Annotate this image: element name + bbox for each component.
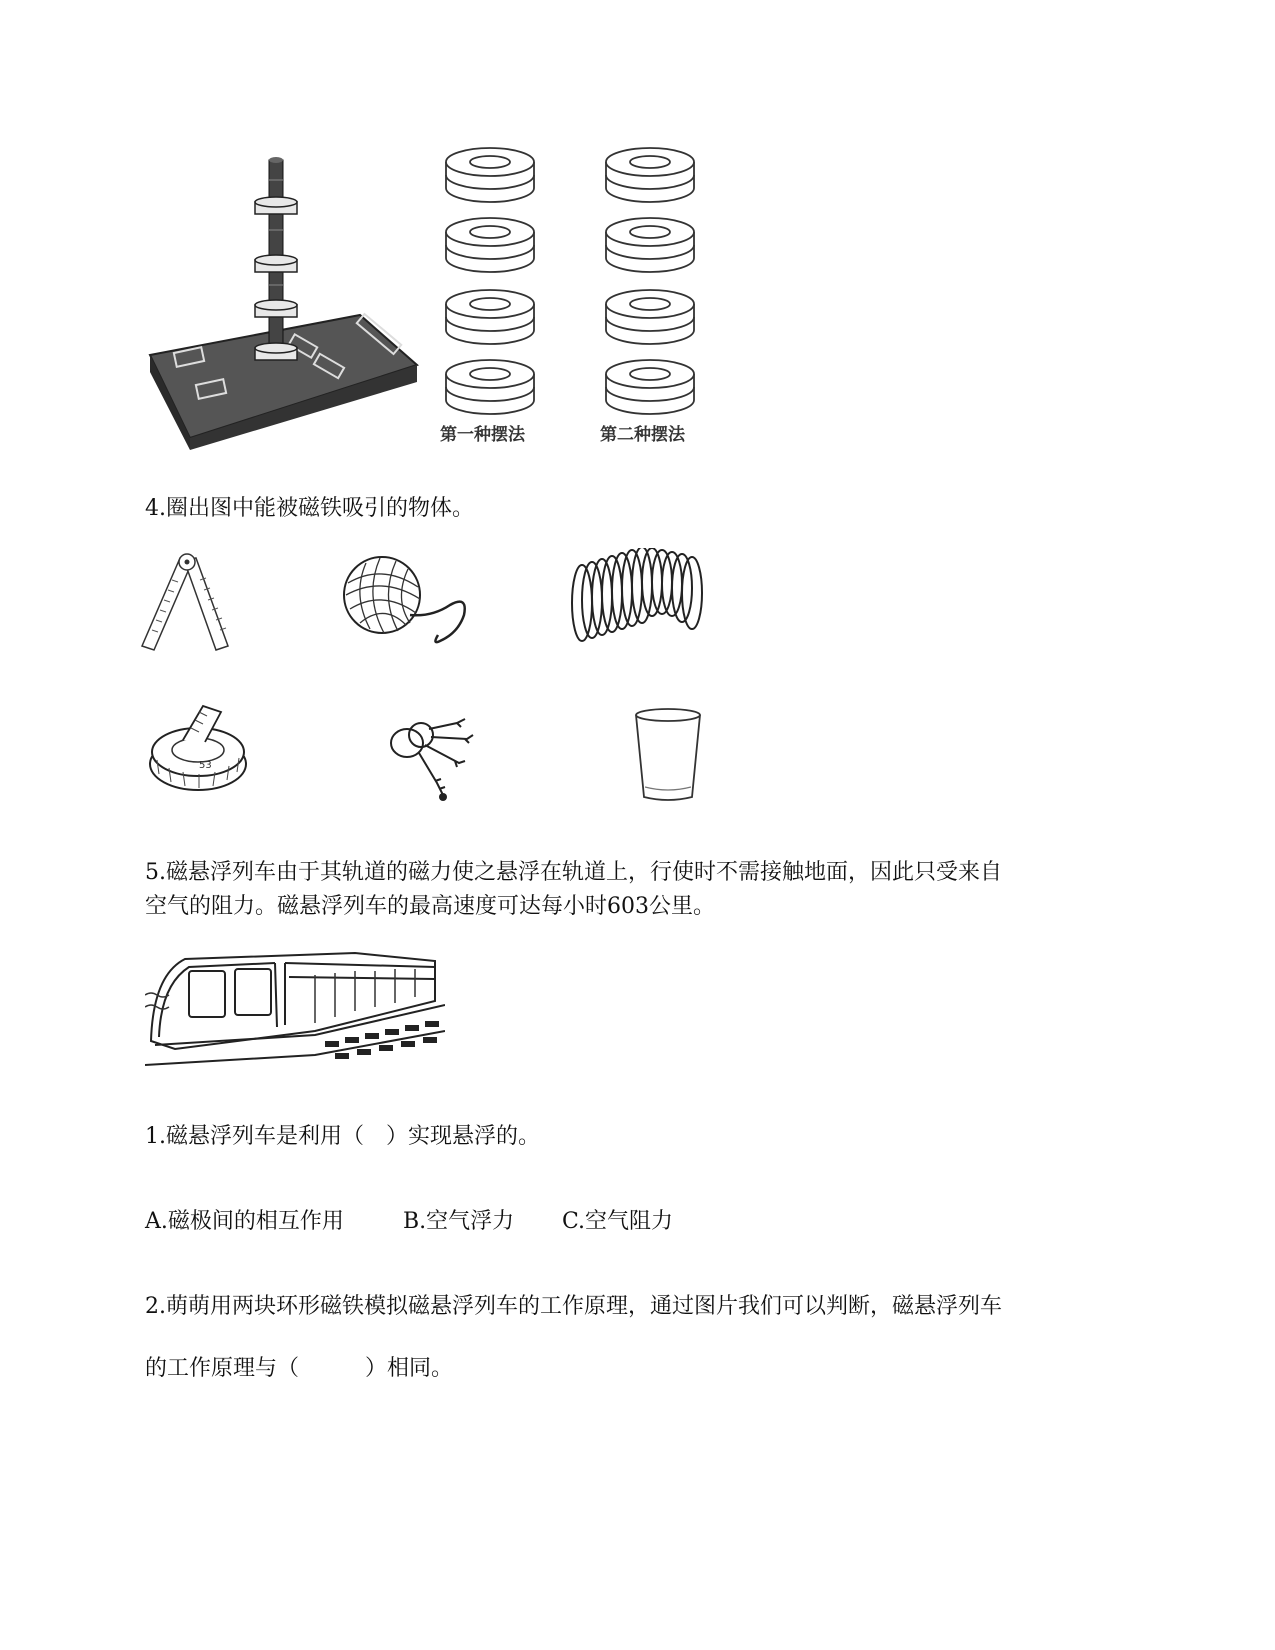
yarn-ball-icon — [340, 553, 480, 648]
tape-measure-icon — [143, 700, 253, 800]
sub-question-2-line1: 2.萌萌用两块环形磁铁模拟磁悬浮列车的工作原理，通过图片我们可以判断，磁悬浮列车 — [145, 1294, 1002, 1319]
question-4-text: 4.圈出图中能被磁铁吸引的物体。 — [145, 496, 474, 521]
question-5-line2: 空气的阻力。磁悬浮列车的最高速度可达每小时603公里。 — [145, 894, 715, 919]
folding-ruler-icon — [140, 550, 235, 655]
spring-icon — [568, 548, 708, 648]
sub-question-2-line2: 的工作原理与（ ）相同。 — [145, 1356, 454, 1381]
magnet-stand-figure — [145, 150, 425, 450]
keys-icon — [385, 705, 485, 805]
caption-second-arrangement: 第二种摆法 — [600, 425, 685, 445]
svg-text:53: 53 — [199, 760, 212, 771]
option-b: B.空气浮力 — [403, 1209, 515, 1234]
option-c: C.空气阻力 — [562, 1209, 674, 1234]
question-5-line1: 5.磁悬浮列车由于其轨道的磁力使之悬浮在轨道上，行使时不需接触地面，因此只受来自 — [145, 860, 1002, 885]
caption-first-arrangement: 第一种摆法 — [440, 425, 525, 445]
maglev-train-illustration — [145, 945, 445, 1070]
sub-question-1-text: 1.磁悬浮列车是利用（ ）实现悬浮的。 — [145, 1124, 540, 1149]
ring-arrangement-first — [440, 140, 540, 415]
glass-cup-icon — [632, 705, 704, 805]
option-a: A.磁极间的相互作用 — [145, 1209, 344, 1234]
ring-arrangement-second — [600, 140, 700, 415]
